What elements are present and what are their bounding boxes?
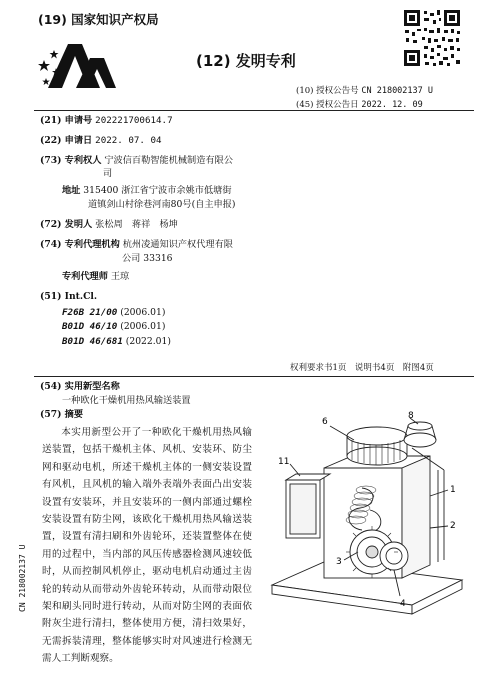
pages-divider (34, 376, 474, 377)
office-name: (19) 国家知识产权局 (38, 12, 159, 27)
inventors-label: (72) 发明人 (40, 219, 93, 230)
device-drawing (262, 410, 472, 622)
filing-date-label: (22) 申请日 (40, 135, 93, 146)
filing-date: 2022. 07. 04 (95, 135, 162, 146)
header-divider (34, 110, 474, 111)
patentee-line-2: 司 (103, 168, 113, 179)
qr-code-icon (402, 8, 462, 68)
grant-date-row (296, 98, 423, 110)
class-row (62, 320, 165, 333)
address-row (62, 184, 232, 197)
class-row (62, 306, 165, 319)
figure-label: 11 (278, 457, 290, 467)
class-code: F26B 21/00 (62, 307, 118, 318)
utility-title: 一种欧化干燥机用热风输送装置 (62, 395, 191, 406)
side-publication-code: CN 218002137 U (18, 544, 27, 612)
class-row (62, 335, 171, 348)
agency-row (40, 238, 233, 251)
figure-label: 2 (450, 521, 456, 531)
figure-label: 1 (450, 485, 456, 495)
grant-number: CN 218002137 U (361, 86, 434, 96)
utility-title-label: (54) 实用新型名称 (40, 381, 120, 392)
application-number: 202221700614.7 (95, 115, 173, 126)
patentee-line-1: 宁波信百勒智能机械制造有限公 (104, 155, 233, 166)
agency-line-2: 公司 33316 (122, 253, 173, 264)
address-line-1: 315400 浙江省宁波市余姚市低塘街 (83, 185, 232, 196)
int-cl-label: (51) Int.Cl. (40, 291, 98, 302)
inventors: 张松周 蒋祥 杨坤 (95, 219, 178, 230)
agent-row (62, 270, 129, 283)
agent: 王琼 (110, 271, 130, 282)
agency-label: (74) 专利代理机构 (40, 239, 120, 250)
grant-number-row (296, 84, 433, 96)
address-label: 地址 (62, 185, 81, 196)
filing-date-row (40, 134, 162, 147)
class-version: (2006.01) (120, 307, 166, 318)
cnipa-logo-icon (38, 38, 118, 94)
class-version: (2022.01) (125, 336, 171, 347)
address-line-2: 道镇剑山村徐巷河南80号(自主申报) (88, 199, 236, 210)
inventors-row (40, 218, 178, 231)
abstract-label: (57) 摘要 (40, 409, 84, 420)
class-code: B01D 46/681 (62, 336, 123, 347)
page-counts: 权利要求书1页 说明书4页 附图4页 (290, 363, 434, 373)
application-number-label: (21) 申请号 (40, 115, 93, 126)
document-type: (12) 发明专利 (196, 52, 296, 70)
class-version: (2006.01) (120, 321, 166, 332)
class-code: B01D 46/10 (62, 321, 118, 332)
agency-line-1: 杭州凌通知识产权代理有限 (122, 239, 233, 250)
agent-label: 专利代理师 (62, 271, 108, 282)
grant-date-label: (45) 授权公告日 (296, 100, 359, 110)
patentee-row (40, 154, 233, 167)
patentee-label: (73) 专利权人 (40, 155, 102, 166)
figure-label: 8 (408, 411, 414, 421)
figure-label: 6 (322, 417, 328, 427)
grant-date: 2022. 12. 09 (361, 100, 423, 110)
figure-label: 3 (336, 557, 342, 567)
grant-number-label: (10) 授权公告号 (296, 86, 359, 96)
application-number-row (40, 114, 173, 127)
abstract-text: 本实用新型公开了一种欧化干燥机用热风输送装置，包括干燥机主体、风机、安装环、防尘网和驱动电机，所述干燥机主体的一侧安装设置有风机，且风机的输入端外表端外表面凸出安装设置有安装环，并且安装环的一侧内部通过螺栓安装设置有防尘网，该欧化干燥机用热风输送装置，设置有清扫刷和外齿轮环，还装置整体在使用的过程中，当内部的风压传感器检测风速较低时，从而控制风机停止，驱动电机启动通过主齿轮的转动从而带动外齿轮环转动，从而带动限位架和刷头同时进行转动，从而对防尘网的表面依附灰尘进行清扫，整体使用方便，清扫效果好，无需拆装清理，整体能够实时对风速进行检测无需人工判断观察。 (42, 427, 252, 665)
figure-label: 4 (400, 599, 406, 609)
